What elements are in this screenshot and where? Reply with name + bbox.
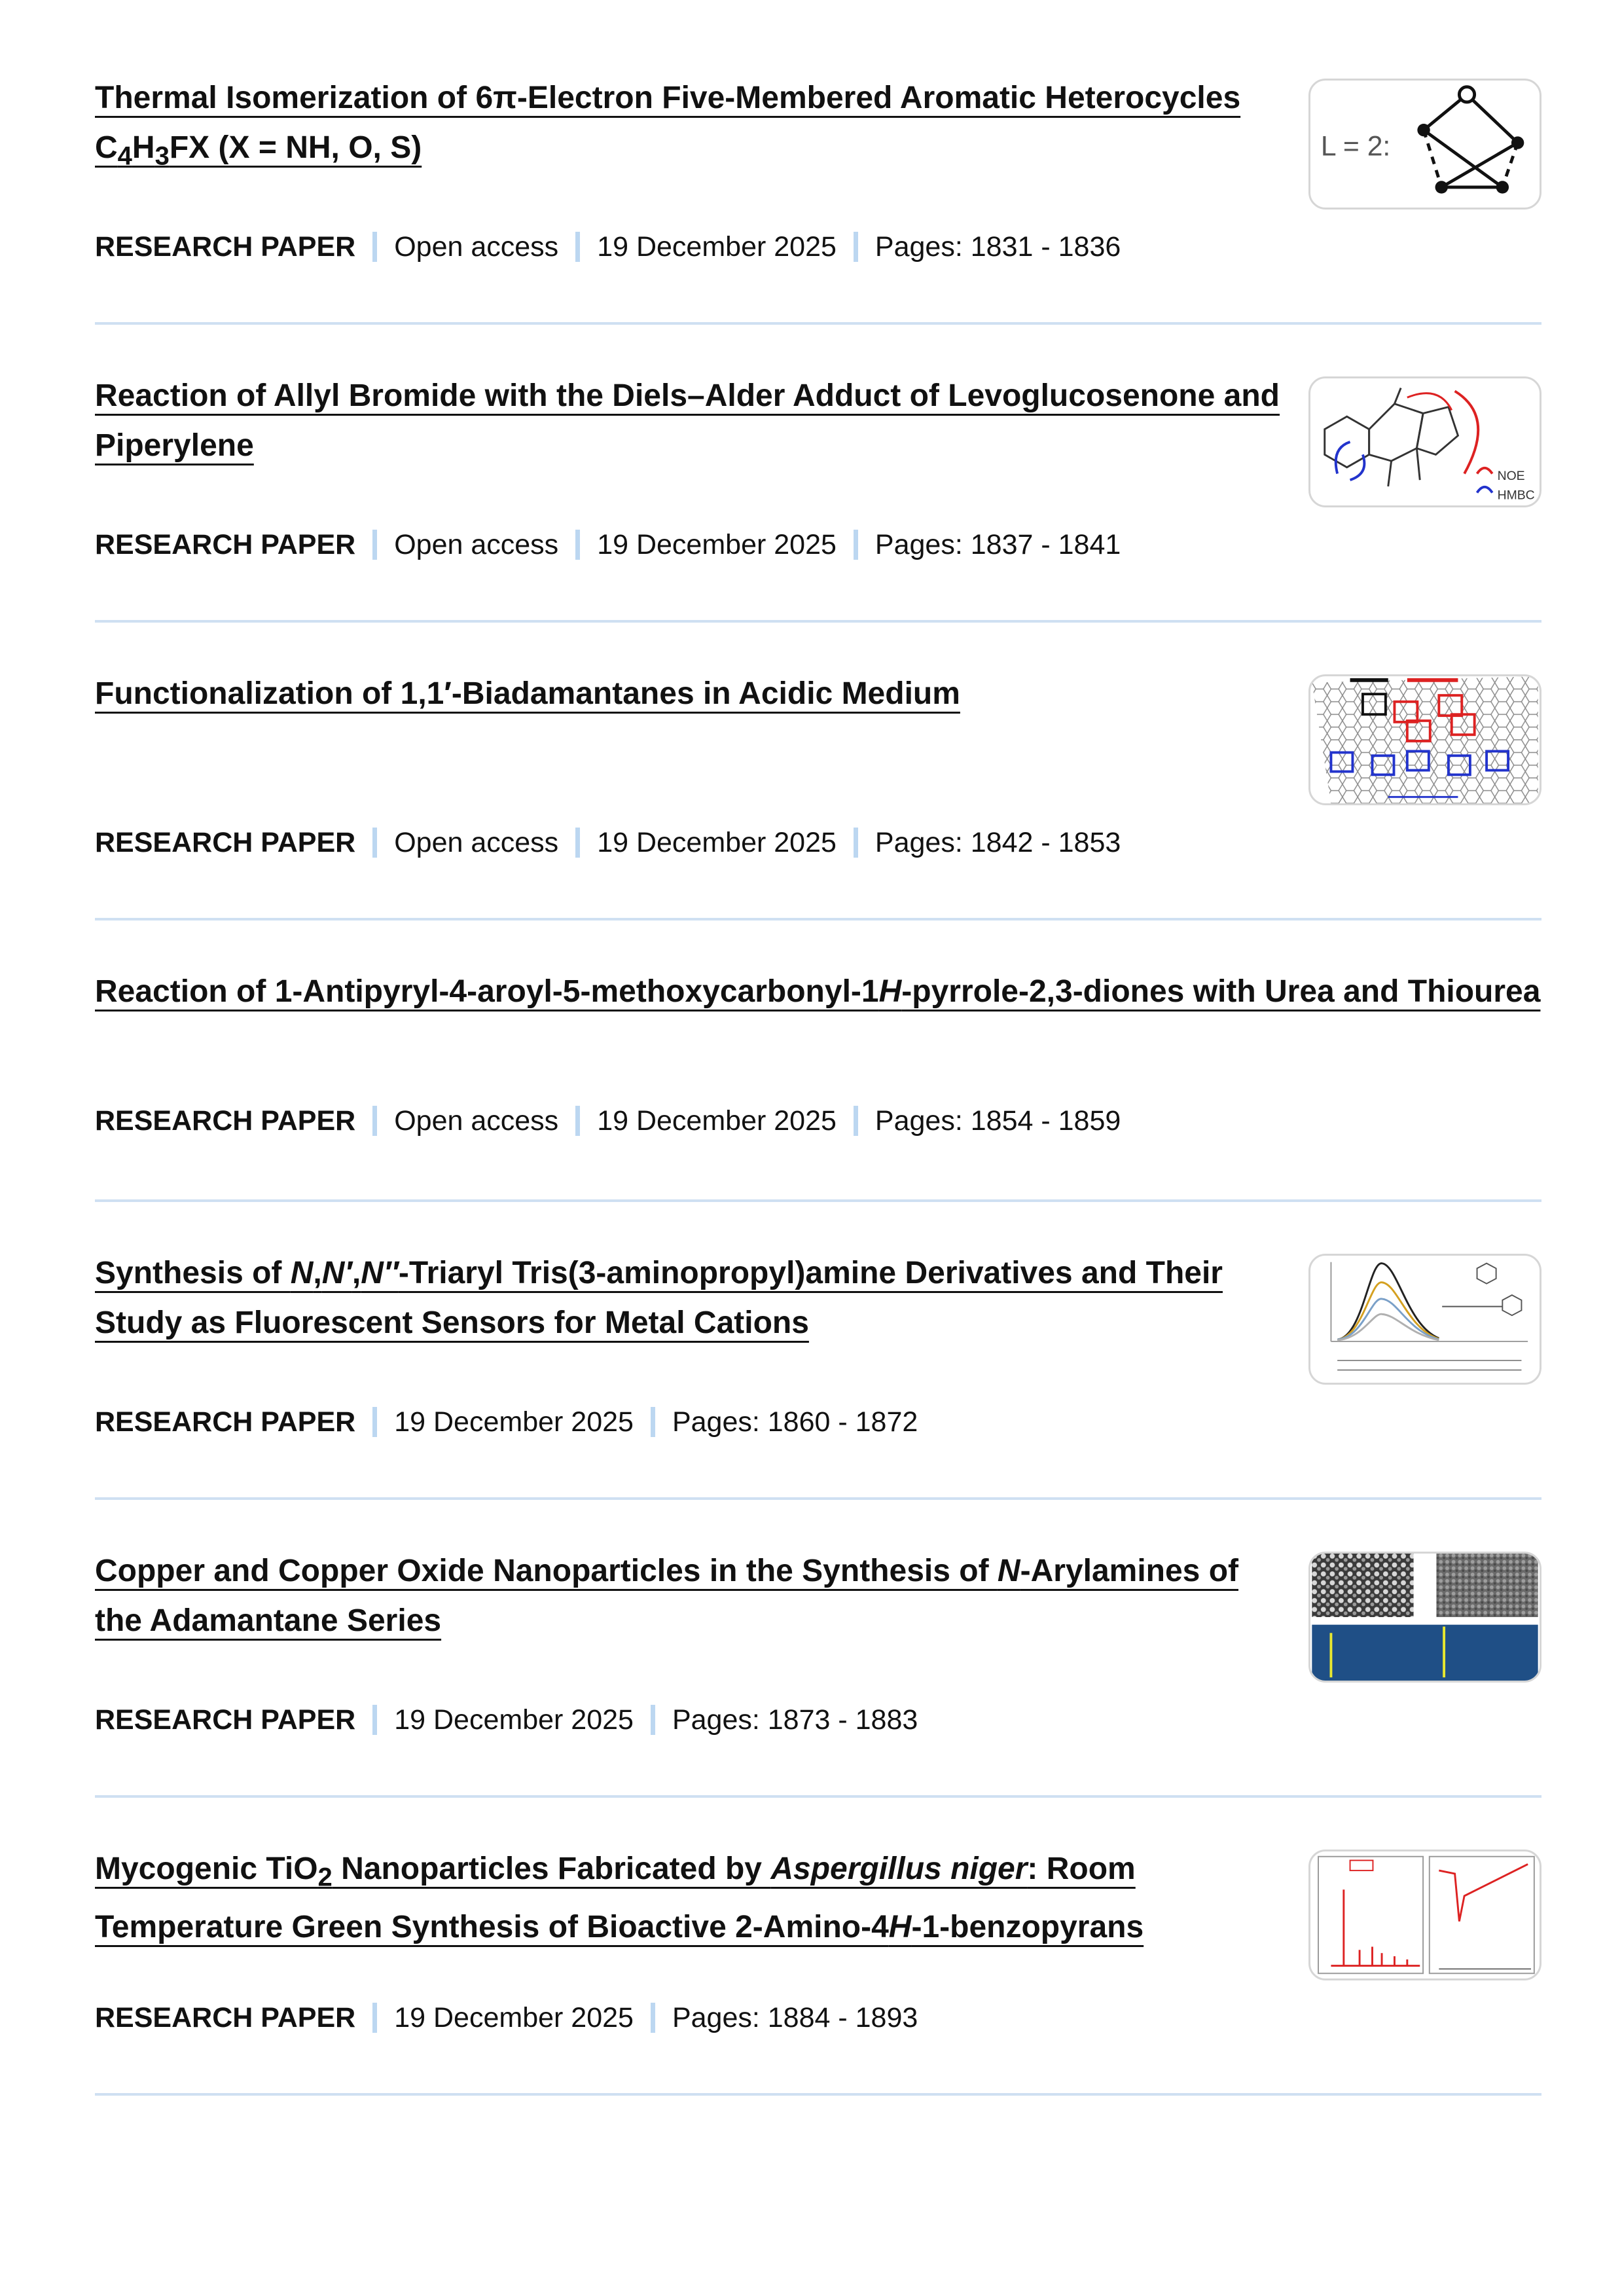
article-title-link[interactable]: Reaction of Allyl Bromide with the Diels–Alder Adduct of Levoglucosenone and Piperylene xyxy=(95,378,1280,463)
article-title-link[interactable]: Mycogenic TiO$_2$ Nanoparticles Fabricated by Aspergillus niger: Room Temperature Green Synthesis of Bioactive 2-Amino-4H-1-benzopyrans xyxy=(95,1851,1144,1944)
article-title-link[interactable]: Synthesis of N,N′,N″-Triaryl Tris(3-aminopropyl)amine Derivatives and Their Study as Fluorescent Sensors for Metal Cations xyxy=(95,1256,1223,1340)
crystal-lattice-icon xyxy=(1310,676,1540,803)
publication-date: 19 December 2025 xyxy=(597,1105,837,1137)
article-meta xyxy=(95,227,1121,266)
xrd-ftir-spectra-icon xyxy=(1310,1851,1540,1978)
article-title-link[interactable]: Thermal Isomerization of 6π-Electron Five-Membered Aromatic Heterocycles $C_4H_3FX$ (X = NH, O, S) xyxy=(95,81,1241,171)
article-item xyxy=(95,371,1541,623)
graphical-abstract-thumbnail[interactable] xyxy=(1308,376,1541,507)
thumb-legend-hmbc: HMBC xyxy=(1497,488,1535,503)
meta-separator xyxy=(575,530,580,560)
article-title xyxy=(95,1844,1293,1952)
microscopy-image-icon xyxy=(1310,1554,1540,1681)
article-item xyxy=(95,967,1541,1202)
article-type: RESEARCH PAPER xyxy=(95,2002,356,2033)
meta-separator xyxy=(854,232,858,262)
page-range: Pages: 1837 - 1841 xyxy=(874,529,1121,560)
graph-diagram-icon xyxy=(1310,81,1540,208)
article-type: RESEARCH PAPER xyxy=(95,1406,356,1438)
graphical-abstract-thumbnail[interactable] xyxy=(1308,1254,1541,1385)
meta-separator xyxy=(372,1705,377,1735)
article-item xyxy=(95,669,1541,920)
graphical-abstract-thumbnail[interactable] xyxy=(1308,674,1541,805)
access-badge: Open access xyxy=(394,827,559,858)
graphical-abstract-thumbnail[interactable] xyxy=(1308,1552,1541,1683)
meta-separator xyxy=(575,828,580,858)
page-range: Pages: 1842 - 1853 xyxy=(874,827,1121,858)
article-type: RESEARCH PAPER xyxy=(95,1105,356,1137)
meta-separator xyxy=(651,1407,655,1437)
article-title xyxy=(95,1546,1293,1646)
page-range: Pages: 1831 - 1836 xyxy=(874,231,1121,263)
meta-separator xyxy=(651,2003,655,2033)
meta-separator xyxy=(372,1407,377,1437)
article-item xyxy=(95,1248,1541,1500)
article-item xyxy=(95,1844,1541,2096)
publication-date: 19 December 2025 xyxy=(597,529,837,560)
meta-separator xyxy=(575,1106,580,1136)
graphical-abstract-thumbnail[interactable] xyxy=(1308,79,1541,210)
article-type: RESEARCH PAPER xyxy=(95,231,356,263)
fluorescence-spectrum-icon xyxy=(1310,1256,1540,1383)
thumb-legend-noe: NOE xyxy=(1497,469,1525,484)
article-title-link[interactable]: Functionalization of 1,1′-Biadamantanes in Acidic Medium xyxy=(95,676,960,711)
article-title-link[interactable]: Reaction of 1-Antipyryl-4-aroyl-5-methoxycarbonyl-1H-pyrrole-2,3-diones with Urea and Thiourea xyxy=(95,974,1541,1009)
article-type: RESEARCH PAPER xyxy=(95,827,356,858)
graphical-abstract-thumbnail[interactable] xyxy=(1308,1850,1541,1980)
publication-date: 19 December 2025 xyxy=(597,827,837,858)
meta-separator xyxy=(372,530,377,560)
article-meta xyxy=(95,525,1121,564)
meta-separator xyxy=(854,530,858,560)
molecule-structure-icon xyxy=(1310,378,1540,505)
page-range: Pages: 1873 - 1883 xyxy=(672,1704,918,1736)
page-range: Pages: 1860 - 1872 xyxy=(672,1406,918,1438)
publication-date: 19 December 2025 xyxy=(394,2002,634,2033)
article-title xyxy=(95,1248,1293,1348)
meta-separator xyxy=(372,2003,377,2033)
meta-separator xyxy=(854,1106,858,1136)
meta-separator xyxy=(651,1705,655,1735)
meta-separator xyxy=(372,232,377,262)
article-title xyxy=(95,669,1293,719)
publication-date: 19 December 2025 xyxy=(394,1406,634,1438)
page-range: Pages: 1854 - 1859 xyxy=(874,1105,1121,1137)
article-title-link[interactable]: Copper and Copper Oxide Nanoparticles in the Synthesis of N-Arylamines of the Adamantane Series xyxy=(95,1554,1238,1638)
article-meta xyxy=(95,1101,1121,1140)
access-badge: Open access xyxy=(394,231,559,263)
article-type: RESEARCH PAPER xyxy=(95,1704,356,1736)
meta-separator xyxy=(372,1106,377,1136)
article-type: RESEARCH PAPER xyxy=(95,529,356,560)
meta-separator xyxy=(372,828,377,858)
article-meta xyxy=(95,1700,918,1740)
article-item xyxy=(95,73,1541,325)
publication-date: 19 December 2025 xyxy=(597,231,837,263)
article-item xyxy=(95,1546,1541,1798)
meta-separator xyxy=(575,232,580,262)
publication-date: 19 December 2025 xyxy=(394,1704,634,1736)
thumb-label: L = 2: xyxy=(1320,130,1391,162)
article-meta xyxy=(95,1998,918,2037)
article-meta xyxy=(95,1402,918,1442)
article-title xyxy=(95,73,1293,181)
access-badge: Open access xyxy=(394,529,559,560)
article-title xyxy=(95,371,1293,471)
article-title xyxy=(95,967,1541,1017)
access-badge: Open access xyxy=(394,1105,559,1137)
article-meta xyxy=(95,823,1121,862)
page-range: Pages: 1884 - 1893 xyxy=(672,2002,918,2033)
meta-separator xyxy=(854,828,858,858)
